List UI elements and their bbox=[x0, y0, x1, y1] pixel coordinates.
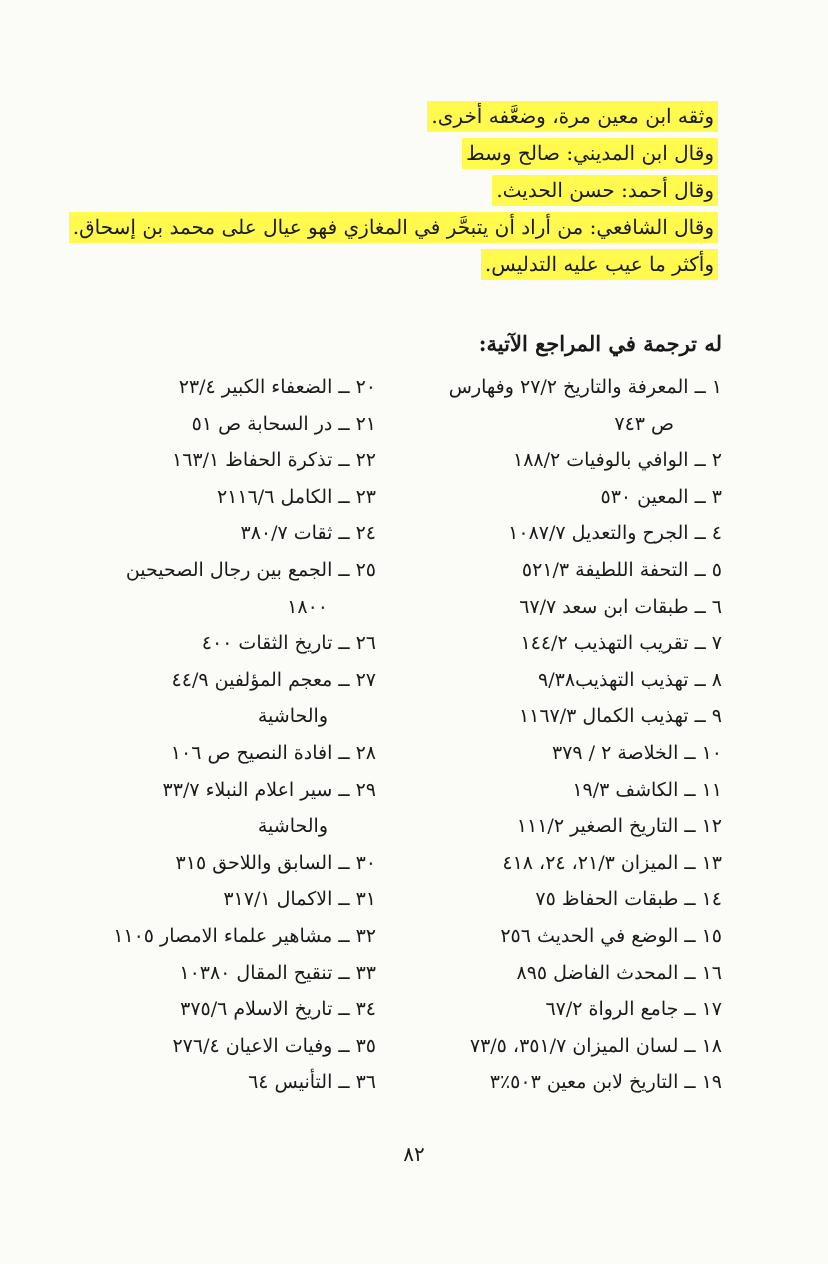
reference-entry: ١٤ ــ طبقات الحفاظ ٧٥ bbox=[535, 888, 722, 911]
reference-entry: ١٧ ــ جامع الرواة ٦٧/٢ bbox=[545, 998, 722, 1021]
highlighted-quote-block bbox=[69, 98, 718, 283]
reference-entry: ٢٦ ــ تاريخ الثقات ٤٠٠ bbox=[201, 632, 376, 655]
references-heading: له ترجمة في المراجع الآتية: bbox=[478, 331, 722, 356]
reference-entry: ٦ ــ طبقات ابن سعد ٦٧/٧ bbox=[519, 595, 722, 618]
reference-entry: ٣٤ ــ تاريخ الاسلام ٣٧٥/٦ bbox=[180, 998, 376, 1021]
reference-entry: ٢٧ ــ معجم المؤلفين ٤٤/٩ bbox=[171, 668, 376, 691]
reference-entry: ٢ ــ الوافي بالوفيات ١٨٨/٢ bbox=[513, 449, 722, 472]
reference-entry: ١٢ ــ التاريخ الصغير ١١١/٢ bbox=[516, 815, 722, 838]
quote-line: وأكثر ما عيب عليه التدليس. bbox=[69, 246, 718, 283]
reference-entry: ١٥ ــ الوضع في الحديث ٢٥٦ bbox=[500, 924, 722, 947]
quote-line: وثقه ابن معين مرة، وضعَّفه أخرى. bbox=[69, 98, 718, 135]
reference-entry: ٢٨ ــ افادة النصيح ص ١٠٦ bbox=[170, 741, 376, 764]
reference-entry: ٢١ ــ در السحابة ص ٥١ bbox=[191, 412, 376, 435]
reference-entry: ٤ ــ الجرح والتعديل ١٠٨٧/٧ bbox=[508, 522, 722, 545]
reference-entry: ٣٣ ــ تنقيح المقال ١٠٣٨٠ bbox=[179, 961, 376, 984]
reference-entry-continuation: ص ٧٤٣ bbox=[614, 412, 674, 435]
reference-entry: ٣٦ ــ التأنيس ٦٤ bbox=[248, 1071, 376, 1094]
reference-entry: ١٠ ــ الخلاصة ٢ / ٣٧٩ bbox=[552, 741, 722, 764]
reference-entry: ١٨ ــ لسان الميزان ٣٥١/٧، ٧٣/٥ bbox=[469, 1034, 722, 1057]
reference-entry: ٣٢ ــ مشاهير علماء الامصار ١١٠٥ bbox=[113, 924, 376, 947]
reference-entry: ٢٥ ــ الجمع بين رجال الصحيحين bbox=[125, 558, 376, 581]
quote-line: وقال الشافعي: من أراد أن يتبحَّر في المغازي فهو عيال على محمد بن إسحاق. bbox=[69, 209, 718, 246]
reference-entry: ٣٠ ــ السابق واللاحق ٣١٥ bbox=[175, 851, 376, 874]
reference-entry: ١٣ ــ الميزان ٢١/٣، ٢٤، ٤١٨ bbox=[502, 851, 722, 874]
reference-entry: ٧ ــ تقريب التهذيب ١٤٤/٢ bbox=[520, 632, 722, 655]
page-number: ٨٢ bbox=[403, 1142, 425, 1166]
reference-entry-continuation: والحاشية bbox=[257, 705, 328, 728]
reference-entry-continuation: والحاشية bbox=[257, 815, 328, 838]
reference-entry: ٥ ــ التحفة اللطيفة ٥٢١/٣ bbox=[521, 558, 722, 581]
reference-entry: ٣ ــ المعين ٥٣٠ bbox=[600, 485, 722, 508]
reference-entry-continuation: ١٨٠٠ bbox=[287, 595, 328, 618]
reference-entry: ٣١ ــ الاكمال ٣١٧/١ bbox=[223, 888, 376, 911]
references-left-column bbox=[26, 369, 376, 1101]
reference-entry: ٢٩ ــ سير اعلام النبلاء ٣٣/٧ bbox=[162, 778, 376, 801]
reference-entry: ٢٤ ــ ثقات ٣٨٠/٧ bbox=[240, 522, 376, 545]
reference-entry: ٩ ــ تهذيب الكمال ١١٦٧/٣ bbox=[518, 705, 722, 728]
reference-entry: ٨ ــ تهذيب التهذيب٩/٣٨ bbox=[538, 668, 722, 691]
quote-line: وقال أحمد: حسن الحديث. bbox=[69, 172, 718, 209]
reference-entry: ٢٠ ــ الضعفاء الكبير ٢٣/٤ bbox=[178, 376, 376, 398]
reference-entry: ١١ ــ الكاشف ١٩/٣ bbox=[572, 778, 722, 801]
reference-entry: ١ ــ المعرفة والتاريخ ٢٧/٢ وفهارس bbox=[448, 376, 722, 398]
reference-entry: ٢٣ ــ الكامل ٢١١٦/٦ bbox=[216, 485, 376, 508]
reference-entry: ١٦ ــ المحدث الفاضل ٨٩٥ bbox=[516, 961, 722, 984]
reference-entry: ٣٥ ــ وفيات الاعيان ٢٧٦/٤ bbox=[172, 1034, 376, 1057]
references-right-column bbox=[392, 369, 722, 1101]
reference-entry: ١٩ ــ التاريخ لابن معين ٥٠٣٪٣ bbox=[489, 1071, 722, 1094]
quote-line: وقال ابن المديني: صالح وسط bbox=[69, 135, 718, 172]
reference-entry: ٢٢ ــ تذكرة الحفاظ ١٦٣/١ bbox=[172, 449, 376, 472]
